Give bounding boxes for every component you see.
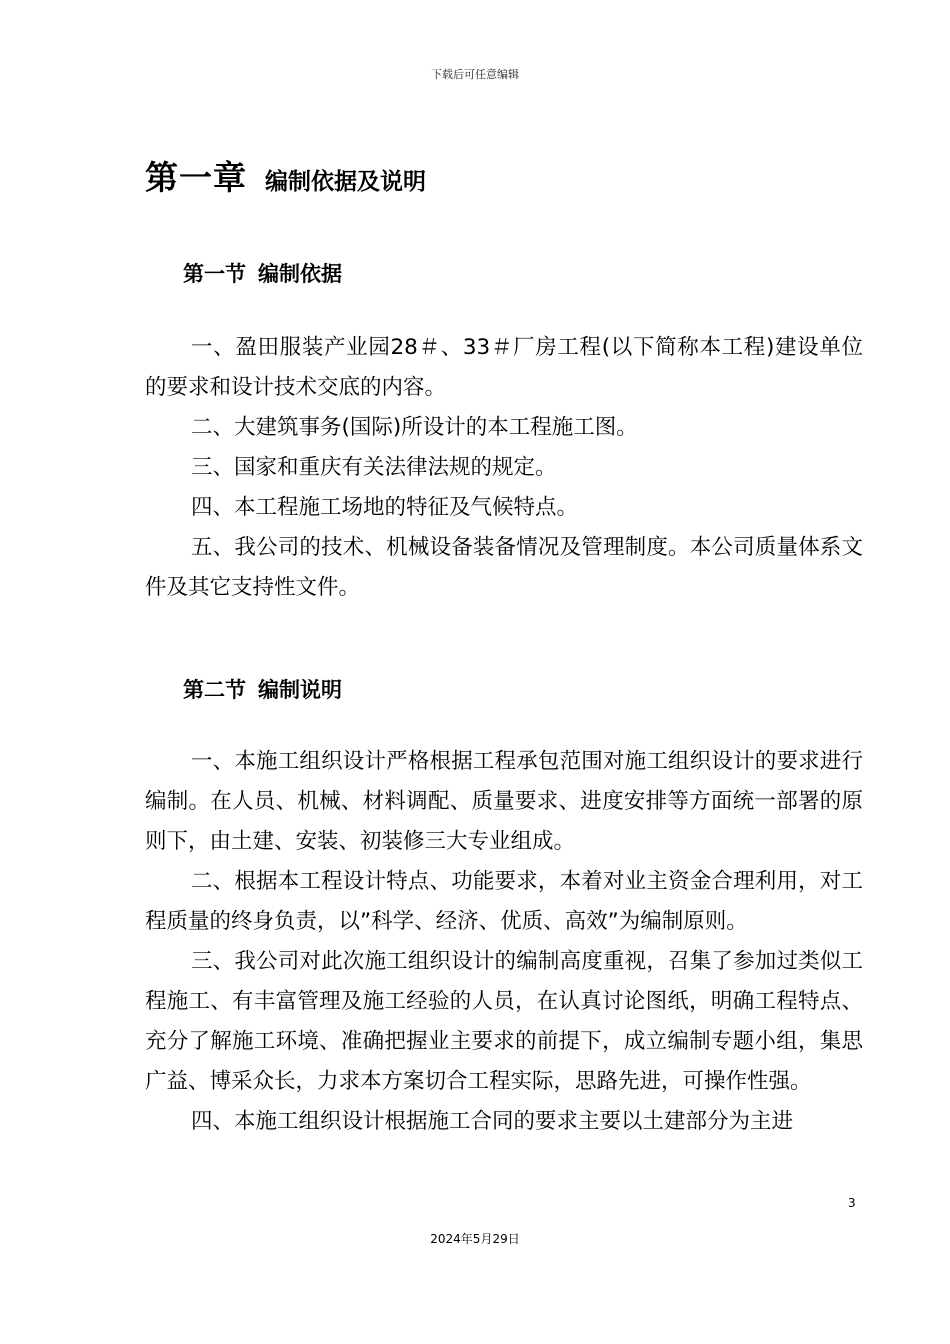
page-header-note: 下载后可任意编辑 bbox=[431, 68, 519, 81]
paragraph: 一、盈田服装产业园28＃、33＃厂房工程(以下简称本工程)建设单位的要求和设计技术交底的内容。 bbox=[145, 335, 863, 400]
paragraph: 三、我公司对此次施工组织设计的编制高度重视，召集了参加过类似工程施工、有丰富管理及施工经验的人员，在认真讨论图纸，明确工程特点、充分了解施工环境、准确把握业主要求的前提下，成立编制专题小组，集思广益、博采众长，力求本方案切合工程实际，思路先进，可操作性强。 bbox=[145, 949, 863, 1094]
paragraph: 三、国家和重庆有关法律法规的规定。 bbox=[191, 455, 557, 480]
section-2-body bbox=[145, 742, 863, 1142]
paragraph: 四、本施工组织设计根据施工合同的要求主要以土建部分为主进 bbox=[191, 1109, 794, 1134]
paragraph: 五、我公司的技术、机械设备装备情况及管理制度。本公司质量体系文件及其它支持性文件。 bbox=[145, 535, 863, 600]
section-heading-2 bbox=[183, 674, 342, 704]
page-number: 3 bbox=[848, 1196, 856, 1210]
paragraph: 一、本施工组织设计严格根据工程承包范围对施工组织设计的要求进行编制。在人员、机械、材料调配、质量要求、进度安排等方面统一部署的原则下，由土建、安装、初装修三大专业组成。 bbox=[145, 749, 863, 854]
paragraph: 二、大建筑事务(国际)所设计的本工程施工图。 bbox=[191, 415, 638, 440]
section-title: 编制依据 bbox=[258, 262, 342, 286]
chapter-heading bbox=[145, 152, 426, 199]
section-1-body bbox=[145, 328, 863, 608]
chapter-title: 编制依据及说明 bbox=[265, 169, 426, 195]
chapter-number: 第一章 bbox=[145, 158, 247, 197]
section-number: 第二节 bbox=[183, 678, 246, 702]
section-number: 第一节 bbox=[183, 262, 246, 286]
section-heading-1 bbox=[183, 258, 342, 288]
footer-date: 2024年5月29日 bbox=[430, 1232, 520, 1246]
section-title: 编制说明 bbox=[258, 678, 342, 702]
paragraph: 四、本工程施工场地的特征及气候特点。 bbox=[191, 495, 579, 520]
paragraph: 二、根据本工程设计特点、功能要求，本着对业主资金合理利用，对工程质量的终身负责，以”科学、经济、优质、高效”为编制原则。 bbox=[145, 869, 863, 934]
